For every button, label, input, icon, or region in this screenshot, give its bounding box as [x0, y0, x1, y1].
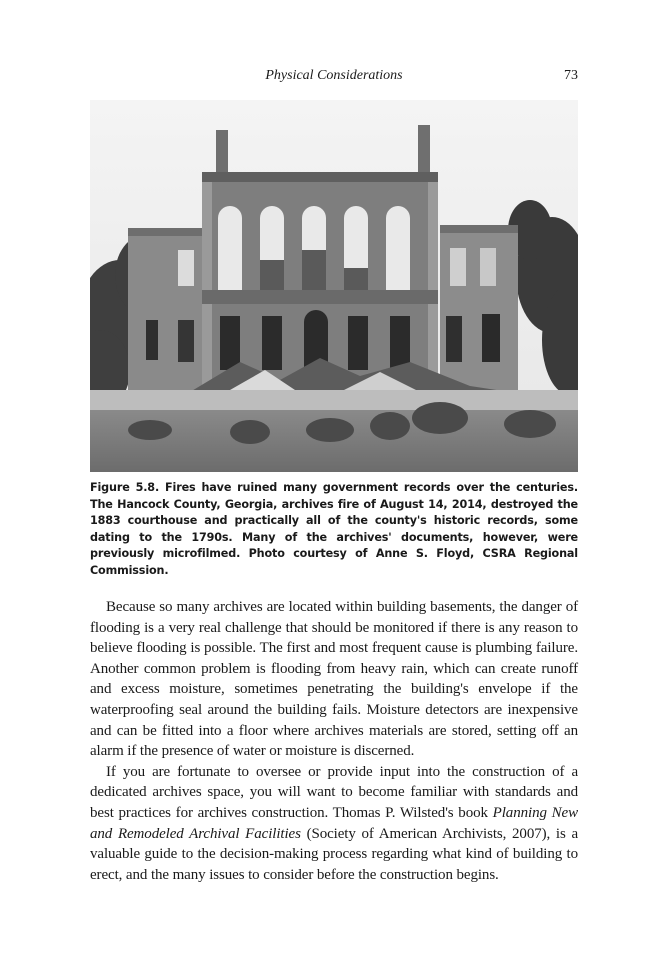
paragraph: Because so many archives are located within building basements, the danger of flooding is a very real challenge that should be monitored if there is any reason to believe flooding is possible. The first and most frequent cause is plumbing failure. Another common problem is flooding from heavy rain, which can create runoff and excess moisture, sometimes penetrating the building's envelope if the waterproofing seal around the building fails. Moisture detectors are inexpensive and can be fitted into a floor where archives materials are stored, setting off an alarm if the presence of water or moisture is discerned. — [90, 599, 578, 760]
paragraph-text: If you are fortunate to oversee or provide input into the construction of a dedicated archives space, you will want to become familiar with standards and best practices for archives construction. Thomas P. Wilsted's book — [90, 763, 578, 821]
running-title: Physical Considerations — [265, 68, 403, 83]
courthouse-ruin-photo — [90, 100, 578, 472]
book-title: Planning New and Remodeled Archival Facilities — [90, 804, 578, 842]
main-facade — [202, 172, 438, 388]
body-text — [90, 597, 578, 885]
left-wing — [128, 228, 204, 390]
running-header — [90, 68, 578, 88]
road — [90, 390, 578, 410]
figure-caption — [90, 480, 578, 580]
paragraph — [90, 762, 578, 886]
right-wing — [440, 225, 518, 390]
figure-label: Figure 5.8. — [90, 481, 160, 494]
chimney-left — [216, 130, 228, 174]
page-number: 73 — [564, 68, 578, 83]
chimney-right — [418, 125, 430, 175]
paragraph-text: (Society of American Archivists, 2007), is a valuable guide to the decision-making process regarding what kind of building to erect, and the many issues to consider before the construction begins. — [90, 825, 579, 883]
figure-photo — [90, 100, 578, 472]
figure-caption-text: Fires have ruined many government records over the centuries. The Hancock County, Georgia, archives fire of August 14, 2014, destroyed the 1883 courthouse and practically all of the county's historic records, some dating to the 1790s. Many of the archives' documents, however, were previously microfilmed. Photo courtesy of Anne S. Floyd, CSRA Regional Commission. — [90, 481, 578, 577]
